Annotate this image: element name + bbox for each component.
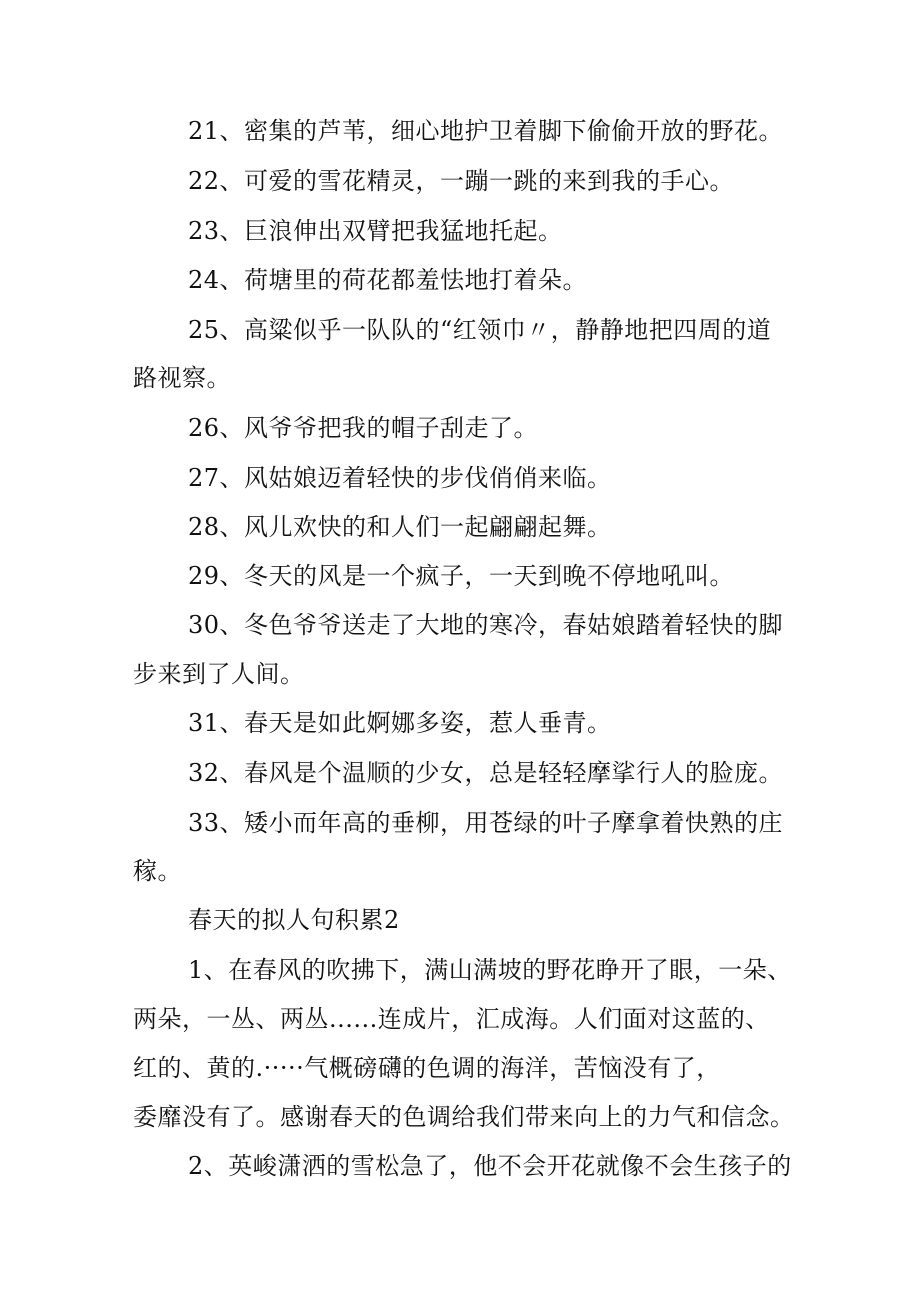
- list-item-33-continued: 稼。: [133, 857, 182, 885]
- section-item-1-line-3: 红的、黄的.·····气概磅礴的色调的海洋，苦恼没有了，: [133, 1054, 721, 1082]
- list-item-23: 23、巨浪伸出双臂把我猛地托起。: [188, 217, 563, 245]
- list-item-25-continued: 路视察。: [133, 364, 231, 392]
- section-heading: 春天的拟人句积累2: [188, 906, 400, 934]
- list-item-30: 30、冬色爷爷送走了大地的寒冷，春姑娘踏着轻快的脚: [188, 611, 784, 639]
- list-item-25: 25、高粱似乎一队队的“红领巾〃，静静地把四周的道: [188, 316, 772, 344]
- list-item-24: 24、荷塘里的荷花都羞怯地打着朵。: [188, 266, 588, 294]
- section-item-1-line-4: 委靡没有了。感谢春天的色调给我们带来向上的力气和信念。: [133, 1103, 795, 1131]
- section-item-2: 2、英峻潇洒的雪松急了，他不会开花就像不会生孩子的: [188, 1152, 792, 1180]
- list-item-31: 31、春天是如此婀娜多姿，惹人垂青。: [188, 709, 612, 737]
- list-item-21: 21、密集的芦苇，细心地护卫着脚下偷偷开放的野花。: [188, 117, 784, 145]
- section-item-1-line-2: 两朵，一丛、两丛......连成片，汇成海。人们面对这蓝的、: [133, 1005, 770, 1033]
- list-item-29: 29、冬天的风是一个疯子，一天到晚不停地吼叫。: [188, 562, 735, 590]
- list-item-27: 27、风姑娘迈着轻快的步伐俏俏来临。: [188, 464, 612, 492]
- list-item-30-continued: 步来到了人间。: [133, 660, 305, 688]
- list-item-28: 28、风儿欢快的和人们一起翩翩起舞。: [188, 513, 612, 541]
- list-item-22: 22、可爱的雪花精灵，一蹦一跳的来到我的手心。: [188, 167, 735, 195]
- list-item-26: 26、风爷爷把我的帽子刮走了。: [188, 414, 539, 442]
- list-item-32: 32、春风是个温顺的少女，总是轻轻摩挲行人的脸庞。: [188, 759, 784, 787]
- list-item-33: 33、矮小而年高的垂柳，用苍绿的叶子摩拿着快熟的庄: [188, 809, 784, 837]
- section-item-1: 1、在春风的吹拂下，满山满坡的野花睁开了眼，一朵、: [188, 956, 792, 984]
